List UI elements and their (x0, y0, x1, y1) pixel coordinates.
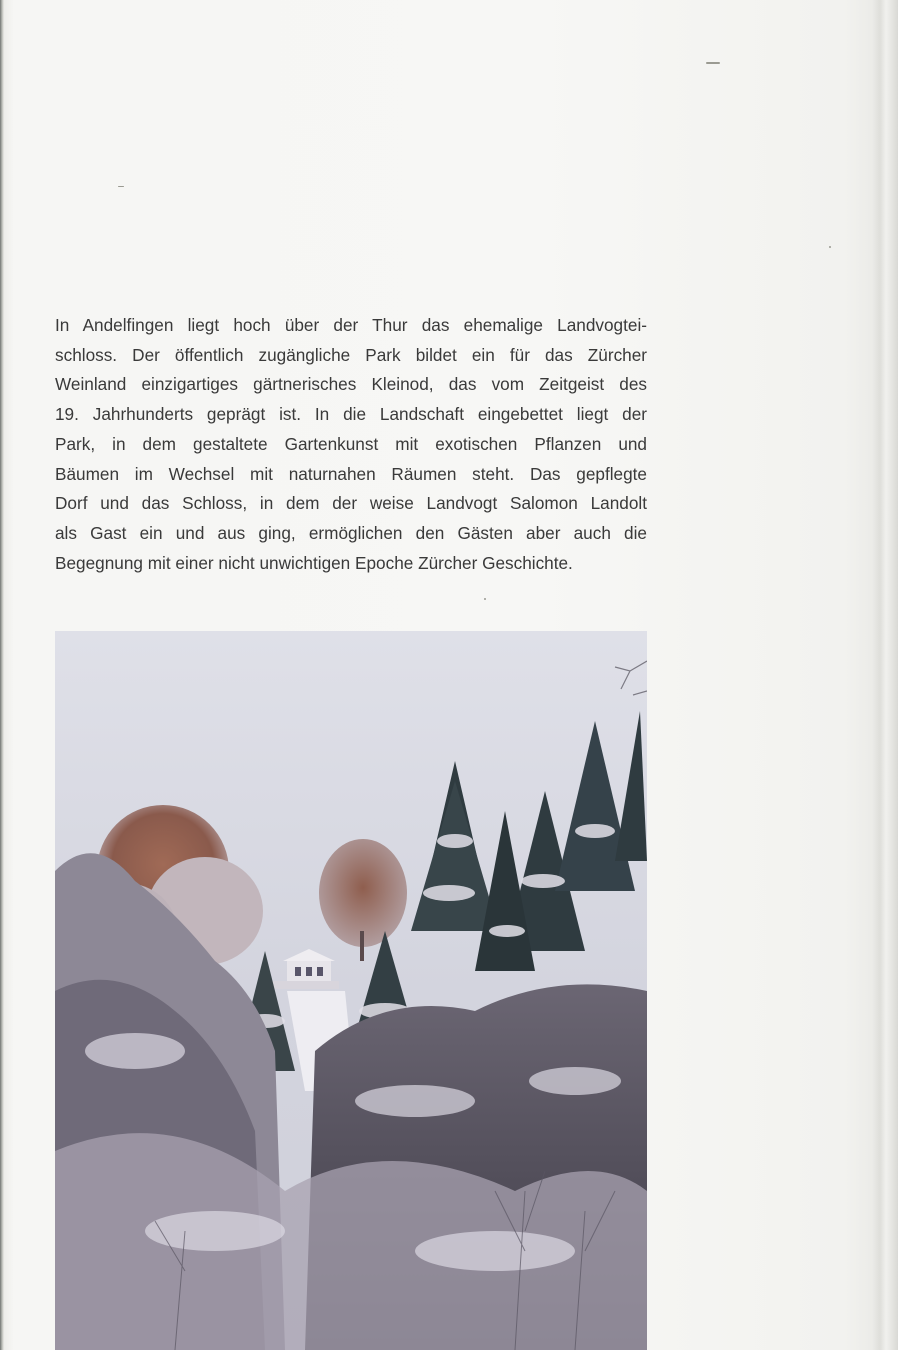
paragraph-line: Weinland einzigartiges gärtnerisches Kleinod, das vom Zeitgeist des (55, 374, 647, 395)
page-right-fold (872, 0, 898, 1350)
winter-park-photo (55, 631, 647, 1350)
paragraph-line: 19. Jahrhunderts geprägt ist. In die Landschaft eingebettet liegt der (55, 404, 647, 425)
paragraph-line: Dorf und das Schloss, in dem der weise Landvogt Salomon Landolt (55, 493, 647, 514)
paragraph-line: Park, in dem gestaltete Gartenkunst mit exotischen Pflanzen und (55, 433, 647, 454)
paragraph-line: In Andelfingen liegt hoch über der Thur das ehemalige Landvogtei- (55, 315, 647, 335)
paragraph-line: Begegnung mit einer nicht unwichtigen Epoche Zürcher Geschichte. (55, 552, 573, 573)
paper-speck (484, 598, 486, 600)
paragraph-line: Bäumen im Wechsel mit naturnahen Räumen steht. Das gepflegte (55, 463, 647, 484)
paper-speck (829, 246, 831, 248)
page-left-edge (0, 0, 4, 1350)
paragraph-line: schloss. Der öffentlich zugängliche Park bildet ein für das Zürcher (55, 344, 647, 365)
paragraph-line: als Gast ein und aus ging, ermöglichen den Gästen aber auch die (55, 522, 647, 543)
paper-speck (706, 62, 720, 64)
intro-paragraph (55, 311, 647, 578)
paper-speck (118, 186, 124, 187)
winter-park-illustration (55, 631, 647, 1350)
